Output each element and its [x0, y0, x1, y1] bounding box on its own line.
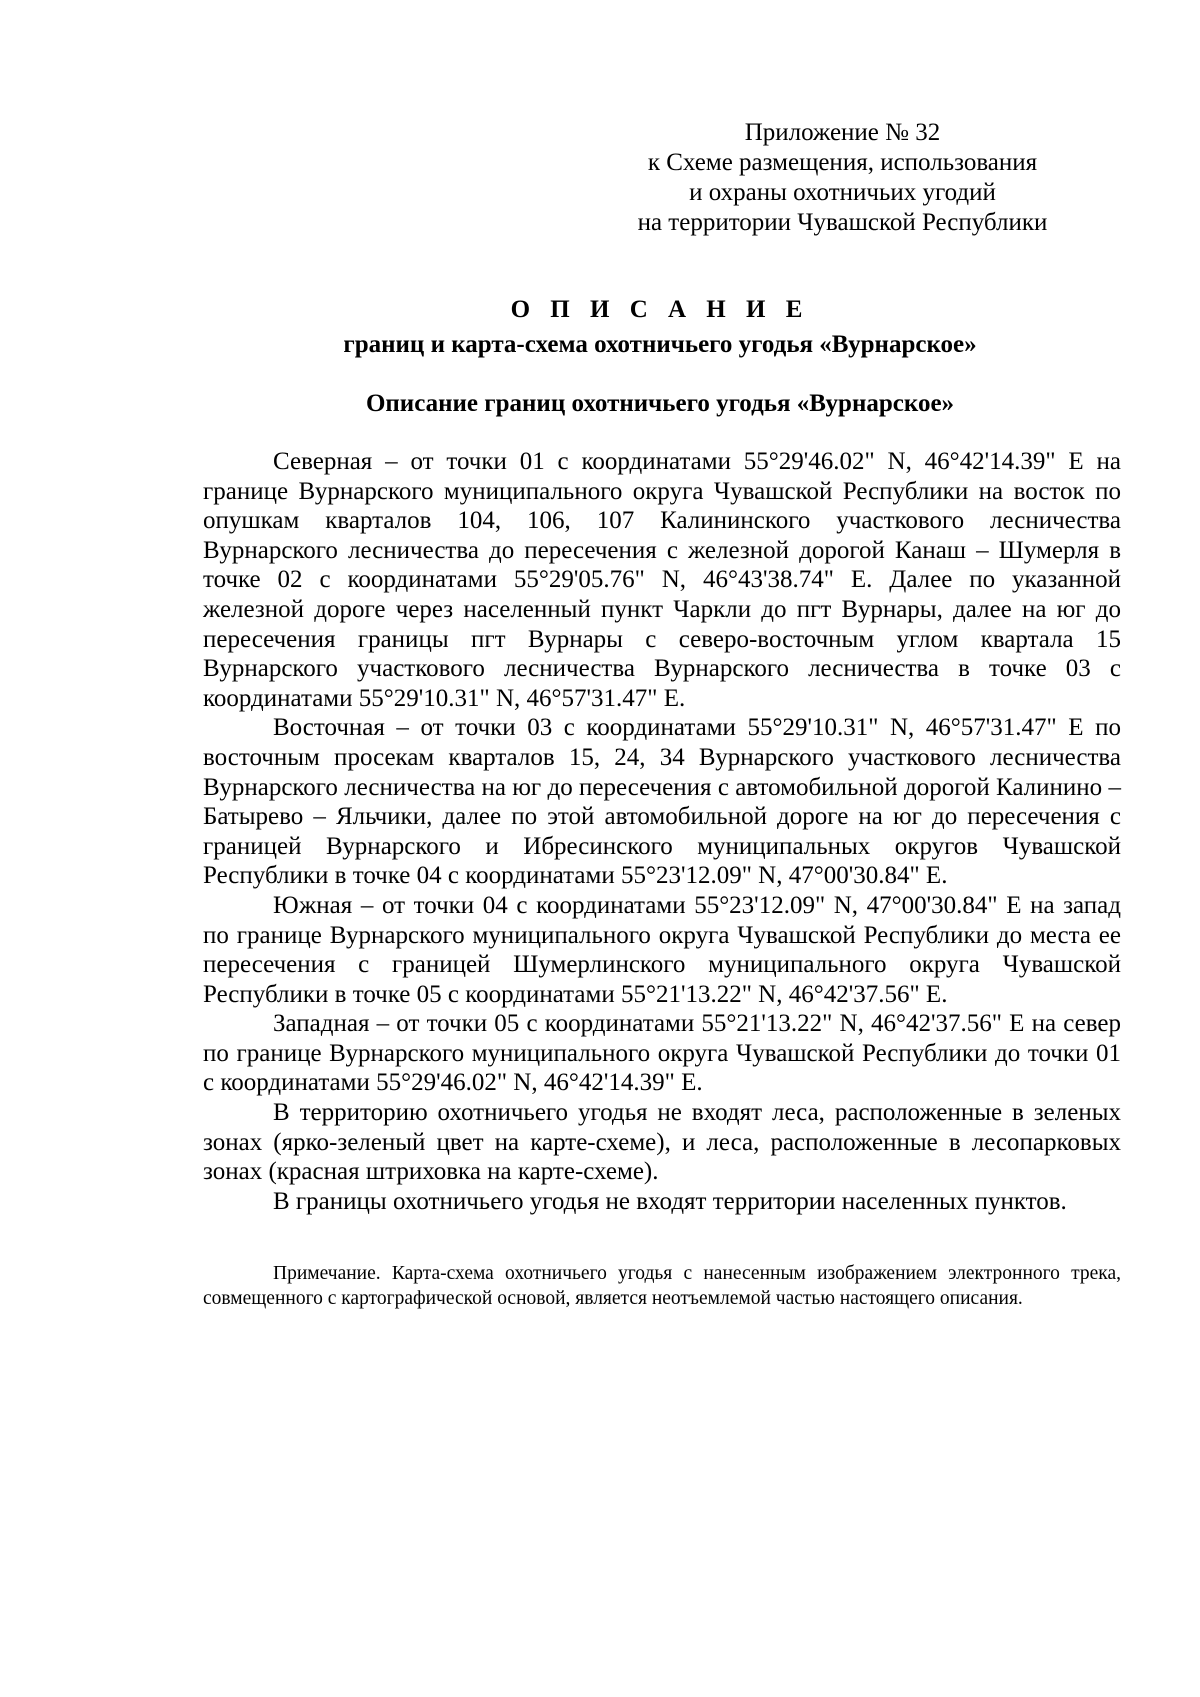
section-heading: Описание границ охотничьего угодья «Вурнарское» — [365, 390, 955, 417]
paragraph-west: Западная – от точки 05 с координатами 55°21'13.22" N, 46°42'37.56" E на север по границе Вурнарского муниципального округа Чувашской Республики до точки 01 с координатами 55°29'46.02" N, 46°42'14.39" E. — [203, 1010, 1121, 1097]
paragraph-south: Южная – от точки 04 с координатами 55°23'12.09" N, 47°00'30.84" E на запад по границе Вурнарского муниципального округа Чувашской Республики до места ее пересечения с границей Шумерлинского муниципального округа Чувашской Республики в точке 05 с координатами 55°21'13.22" N, 46°42'37.56" E. — [203, 891, 1121, 1008]
appendix-line-4: на территории Чувашской Республики — [637, 209, 1048, 236]
note-text: Примечание. Карта-схема охотничьего угодья с нанесенным изображением электронного трека, совмещенного с картографической основой, является неотъемлемой частью настоящего описания. — [203, 1263, 1121, 1309]
paragraph-north: Северная – от точки 01 с координатами 55°29'46.02" N, 46°42'14.39" E на границе Вурнарского муниципального округа Чувашской Республики на восток по опушкам кварталов 104, 106, 107 Калининского участкового лесничества Вурнарского лесничества до пересечения с железной дорогой Канаш – Шумерля в точке 02 с координатами 55°29'05.76" N, 46°43'38.74" E. Далее по указанной железной дороге через населенный пункт Чаркли до пгт Вурнары, далее на юг до пересечения границы пгт Вурнары с северо-восточным углом квартала 15 Вурнарского участкового лесничества Вурнарского лесничества в точке 03 с координатами 55°29'10.31" N, 46°57'31.47" E. — [203, 448, 1121, 712]
appendix-number: Приложение № 32 — [744, 119, 941, 146]
paragraph-forest-exclusion: В территорию охотничьего угодья не входят леса, расположенные в зеленых зонах (ярко-зеленый цвет на карте-схеме), и леса, расположенные в лесопарковых зонах (красная штриховка на карте-схеме). — [203, 1099, 1121, 1186]
paragraph-east: Восточная – от точки 03 с координатами 55°29'10.31" N, 46°57'31.47" E по восточным просекам кварталов 15, 24, 34 Вурнарского участкового лесничества Вурнарского лесничества на юг до пересечения с автомобильной дорогой Калинино – Батырево – Яльчики, далее по этой автомобильной дороге на юг до пересечения с границей Вурнарского и Ибресинского муниципальных округов Чувашской Республики в точке 04 с координатами 55°23'12.09" N, 47°00'30.84" E. — [203, 714, 1121, 890]
appendix-header — [560, 118, 1125, 238]
note-block — [203, 1262, 1121, 1311]
paragraph-settlement-exclusion: В границы охотничьего угодья не входят территории населенных пунктов. — [273, 1187, 1067, 1215]
appendix-line-3: и охраны охотничьих угодий — [689, 179, 996, 206]
boundary-description — [203, 447, 1121, 1216]
document-title: О П И С А Н И Е — [510, 296, 810, 323]
document-subtitle: границ и карта-схема охотничьего угодья «Вурнарское» — [343, 331, 977, 358]
appendix-line-2: к Схеме размещения, использования — [647, 149, 1038, 176]
